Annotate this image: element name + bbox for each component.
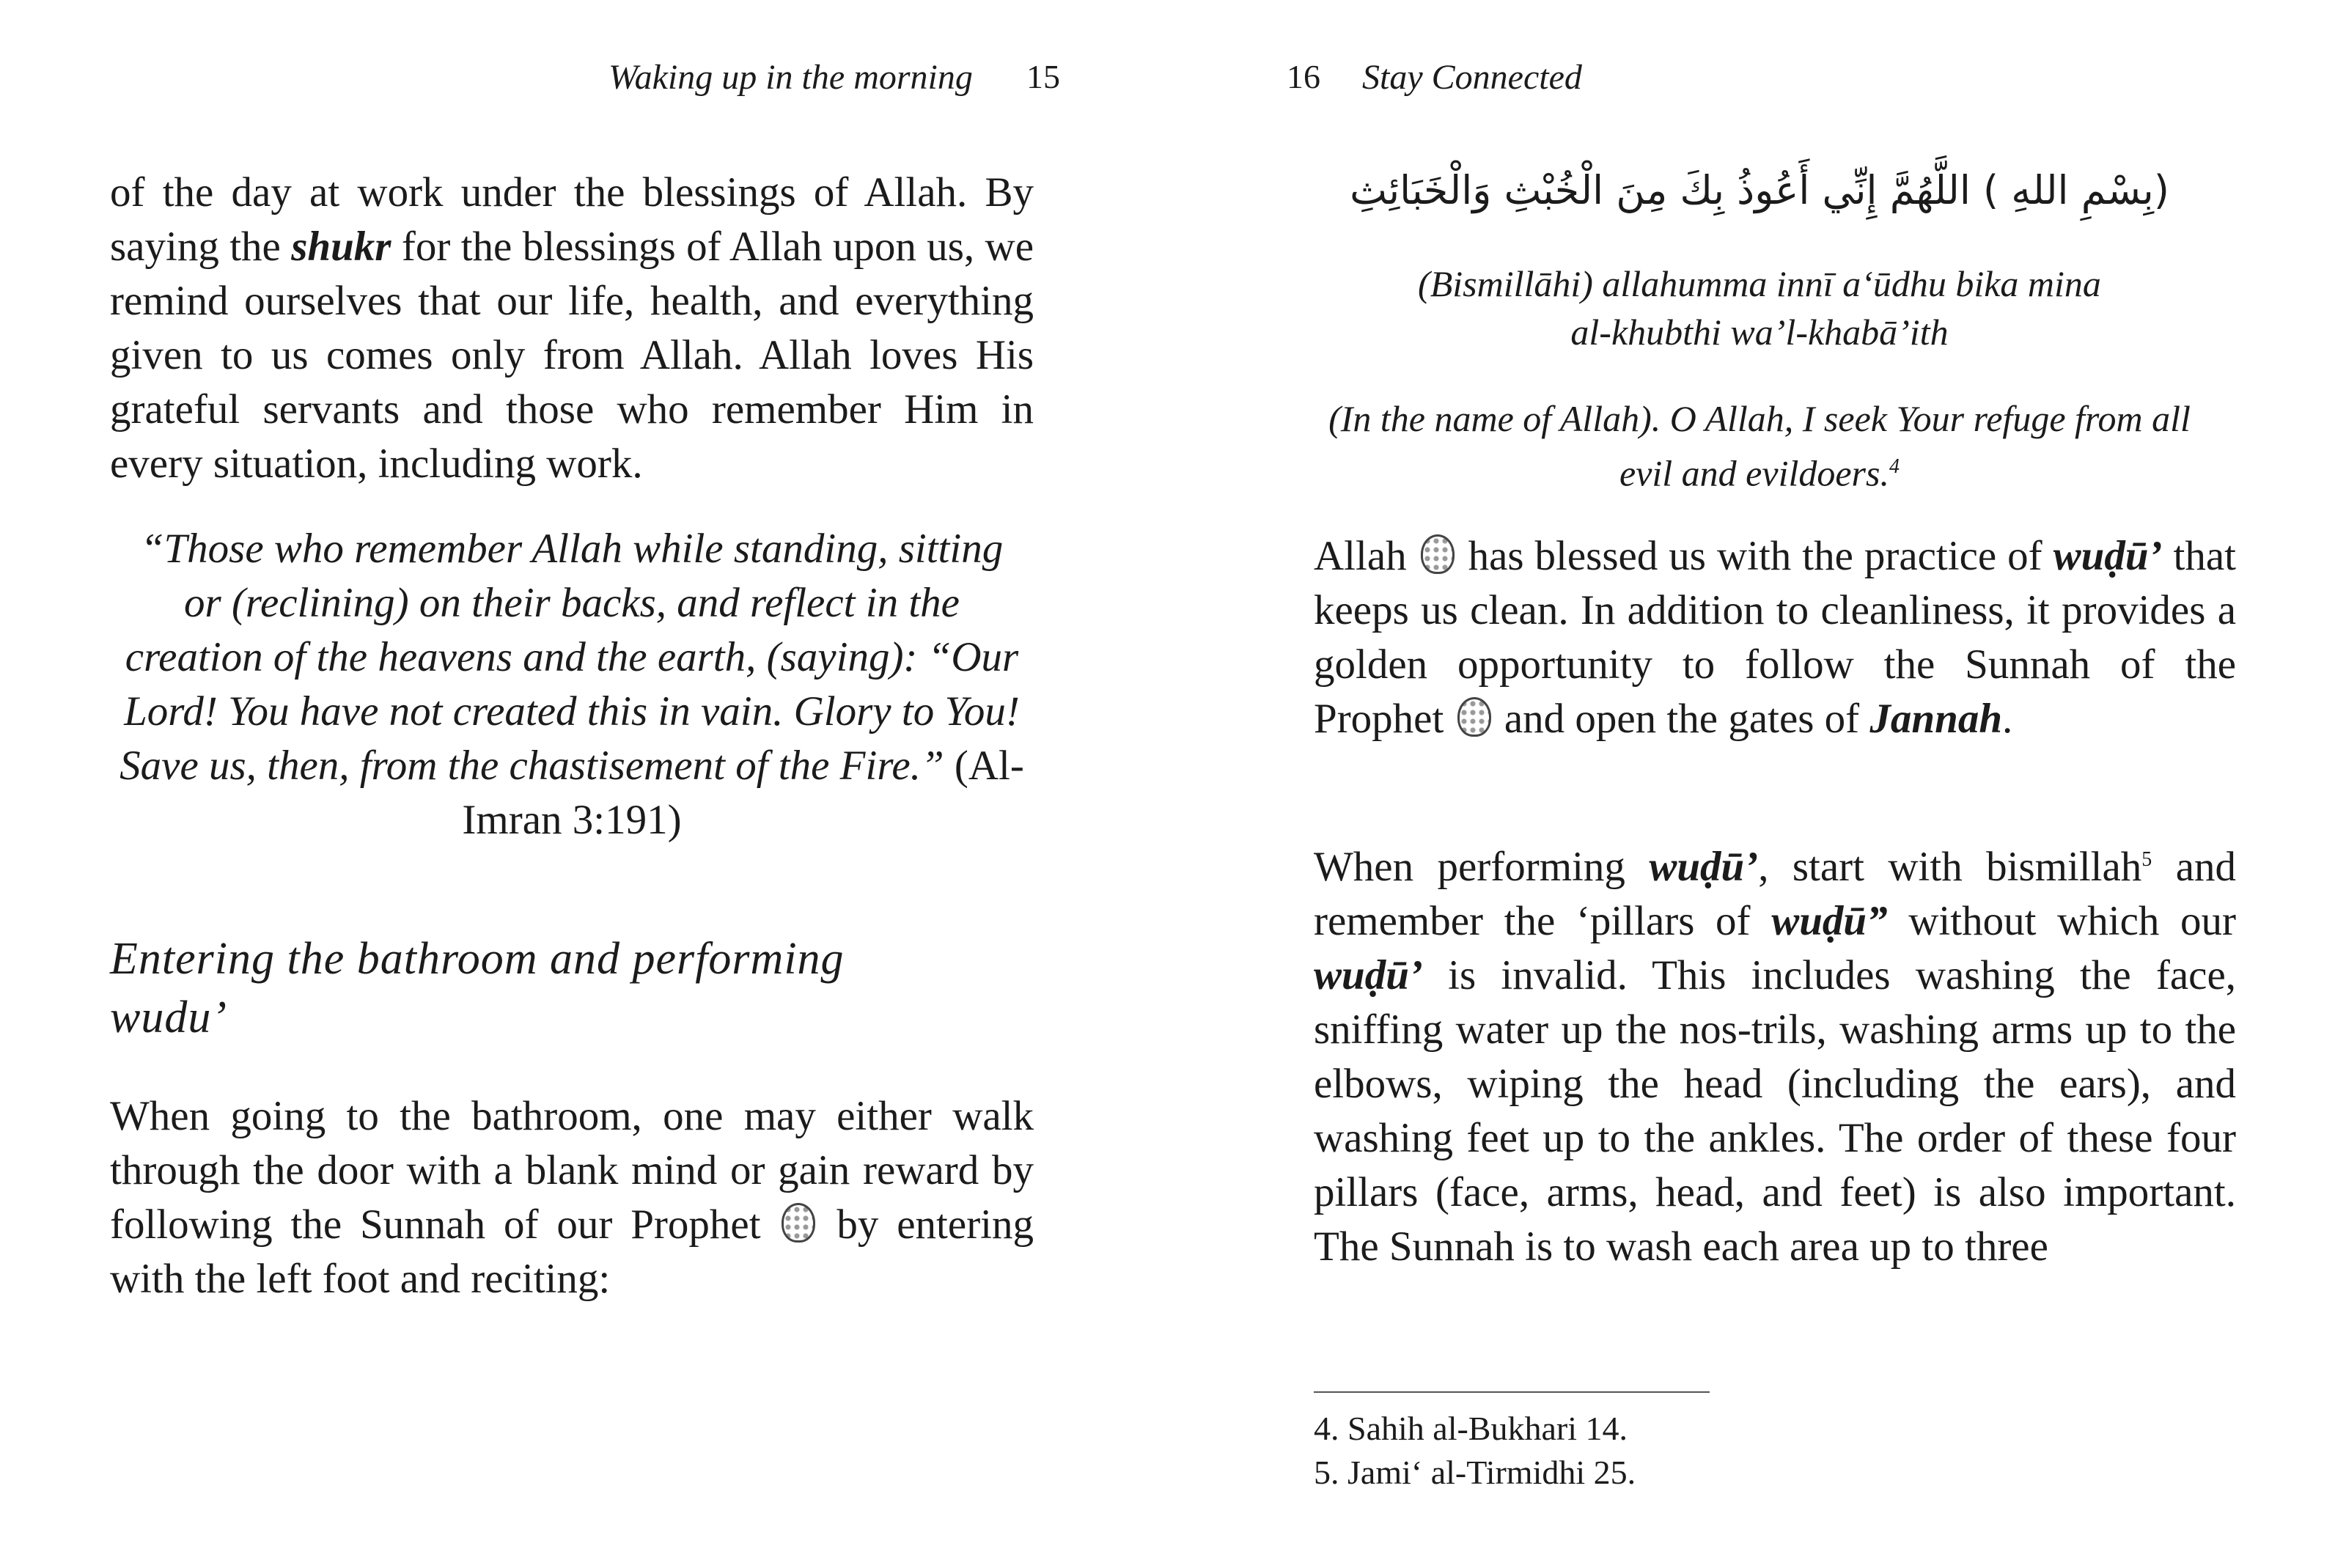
transliteration (1305, 260, 2214, 356)
paragraph (1314, 529, 2236, 746)
section-heading: Entering the bathroom and performing wudu’ (110, 934, 845, 1042)
paragraph (1314, 833, 2236, 1274)
quran-quote (117, 522, 1026, 847)
honorific-calligraphy-icon (1457, 697, 1491, 737)
page-number: 15 (1026, 58, 1060, 95)
arabic-term: wuḍū’ (1314, 952, 1423, 998)
footnote-marker: 5 (2141, 848, 2152, 871)
paragraph-text: without which our (1887, 898, 2236, 944)
honorific-calligraphy-icon (782, 1203, 815, 1243)
paragraph-text: and remember the ‘pillars of (1314, 844, 2236, 944)
paragraph-text: has blessed us with the practice of (1457, 533, 2053, 579)
footnote-marker: 4 (1889, 455, 1900, 478)
arabic-supplication: (بِسْمِ اللهِ ) اللَّهُمَّ إِنِّي أَعُوذُ بِكَ مِنَ الْخُبْثِ وَالْخَبَائِثِ (1350, 167, 2169, 213)
paragraph-text: Allah (1314, 533, 1407, 579)
paragraph-text: and open the gates of (1493, 696, 1870, 742)
arabic-term: wuḍū” (1771, 898, 1888, 944)
footnote-rule (1314, 1391, 1710, 1393)
paragraph-text: by entering with the left foot and reciting: (110, 1201, 1034, 1302)
arabic-term: Jannah (1869, 696, 2003, 742)
footnote: 5. Jami‘ al-Tirmidhi 25. (1314, 1454, 1636, 1491)
paragraph-text: . (2002, 696, 2013, 742)
paragraph-text: , start with bismillah (1758, 844, 2142, 890)
transliteration-line: (Bismillāhi) allahumma innī a‘ūdhu bika mina (1418, 263, 2101, 304)
quote-reference: (Al-Imran 3:191) (462, 743, 1024, 843)
arabic-term: shukr (291, 224, 391, 270)
paragraph-text: that keeps us clean. In addition to cleanliness, it provides a golden opportunity to follow the Sunnah of the Prophet (1314, 533, 2236, 742)
honorific-calligraphy-icon (1421, 534, 1455, 574)
translation (1305, 394, 2214, 498)
running-head: Waking up in the morning (608, 58, 973, 97)
right-page (1173, 0, 2346, 1568)
paragraph-text: for the blessings of Allah upon us, we remind ourselves that our life, health, and everything given to us comes only from Allah. Allah loves His grateful servants and those who remember Him in every situation, including work. (110, 224, 1034, 487)
running-head: Stay Connected (1362, 58, 1582, 97)
footnote: 4. Sahih al-Bukhari 14. (1314, 1410, 1628, 1447)
paragraph-text: is invalid. This includes washing the face, sniffing water up the nos-trils, washing arms up to the elbows, wiping the head (including the ears), and washing feet up to the ankles. The order of these four pillars (face, arms, head, and feet) is also important. The Sunnah is to wash each area up to three (1314, 952, 2236, 1270)
page-number: 16 (1287, 58, 1320, 95)
paragraph-text: When going to the bathroom, one may either walk through the door with a blank mind or gain reward by following the Sunnah of our Prophet (110, 1093, 1034, 1248)
paragraph (110, 1089, 1034, 1306)
transliteration-line: al-khubthi wa’l-khabā’ith (1570, 312, 1949, 353)
arabic-term: wuḍū’ (2053, 533, 2163, 579)
translation-text: (In the name of Allah). O Allah, I seek Your refuge from all evil and evildoers. (1328, 398, 2191, 494)
quote-text: “Those who remember Allah while standing, sitting or (reclining) on their backs, and reflect in the creation of the heavens and the earth, (saying): “Our Lord! You have not created this in vain. Glory to You! Save us, then, from the chastisement of the Fire.” (119, 526, 1020, 789)
arabic-term: wuḍū’ (1649, 844, 1759, 890)
paragraph (110, 166, 1034, 491)
paragraph-text: of the day at work under the blessings of Allah. By saying the (110, 169, 1034, 270)
paragraph-text: When performing (1314, 844, 1650, 890)
